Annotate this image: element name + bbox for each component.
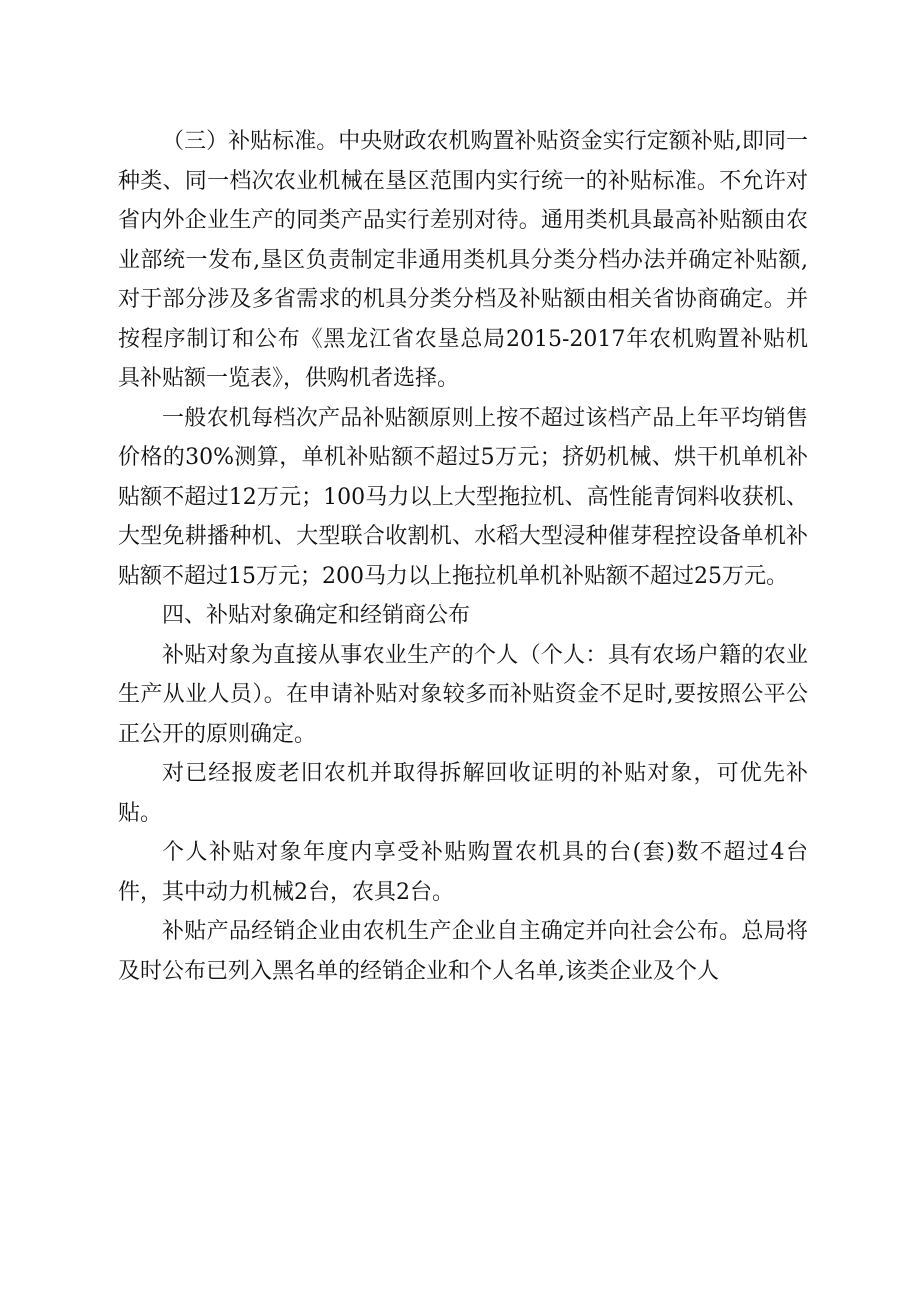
paragraph-subsidy-amounts: 一般农机每档次产品补贴额原则上按不超过该档产品上年平均销售价格的30%测算，单机补贴额不超过5万元；挤奶机械、烘干机单机补贴额不超过12万元；100马力以上大型拖拉机、高性能青饲料收获机、大型免耕播种机、大型联合收割机、水稻大型浸种催芽程控设备单机补贴额不超过15万元；200马力以上拖拉机单机补贴额不超过25万元。 (118, 405, 808, 589)
paragraph-dealer-publication: 补贴产品经销企业由农机生产企业自主确定并向社会公布。总局将及时公布已列入黑名单的经销企业和个人名单,该类企业及个人 (118, 919, 808, 984)
paragraph-recipient-definition: 补贴对象为直接从事农业生产的个人（个人：具有农场户籍的农业生产从业人员）。在申请补贴对象较多而补贴资金不足时,要按照公平公正公开的原则确定。 (118, 642, 808, 747)
paragraph-subsidy-standard: （三）补贴标准。中央财政农机购置补贴资金实行定额补贴,即同一种类、同一档次农业机械在垦区范围内实行统一的补贴标准。不允许对省内外企业生产的同类产品实行差别对待。通用类机具最高补贴额由农业部统一发布,垦区负责制定非通用类机具分类分档办法并确定补贴额,对于部分涉及多省需求的机具分类分档及补贴额由相关省协商确定。并按程序制订和公布《黑龙江省农垦总局2015-2017年农机购置补贴机具补贴额一览表》，供购机者选择。 (118, 129, 808, 391)
document-body (118, 122, 808, 991)
paragraph-priority-scrapped: 对已经报废老旧农机并取得拆解回收证明的补贴对象，可优先补贴。 (118, 761, 808, 826)
section-heading-subsidy-recipients: 四、补贴对象确定和经销商公布 (162, 603, 471, 628)
paragraph-annual-limit: 个人补贴对象年度内享受补贴购置农机具的台(套)数不超过4台件，其中动力机械2台，农具2台。 (118, 840, 808, 905)
